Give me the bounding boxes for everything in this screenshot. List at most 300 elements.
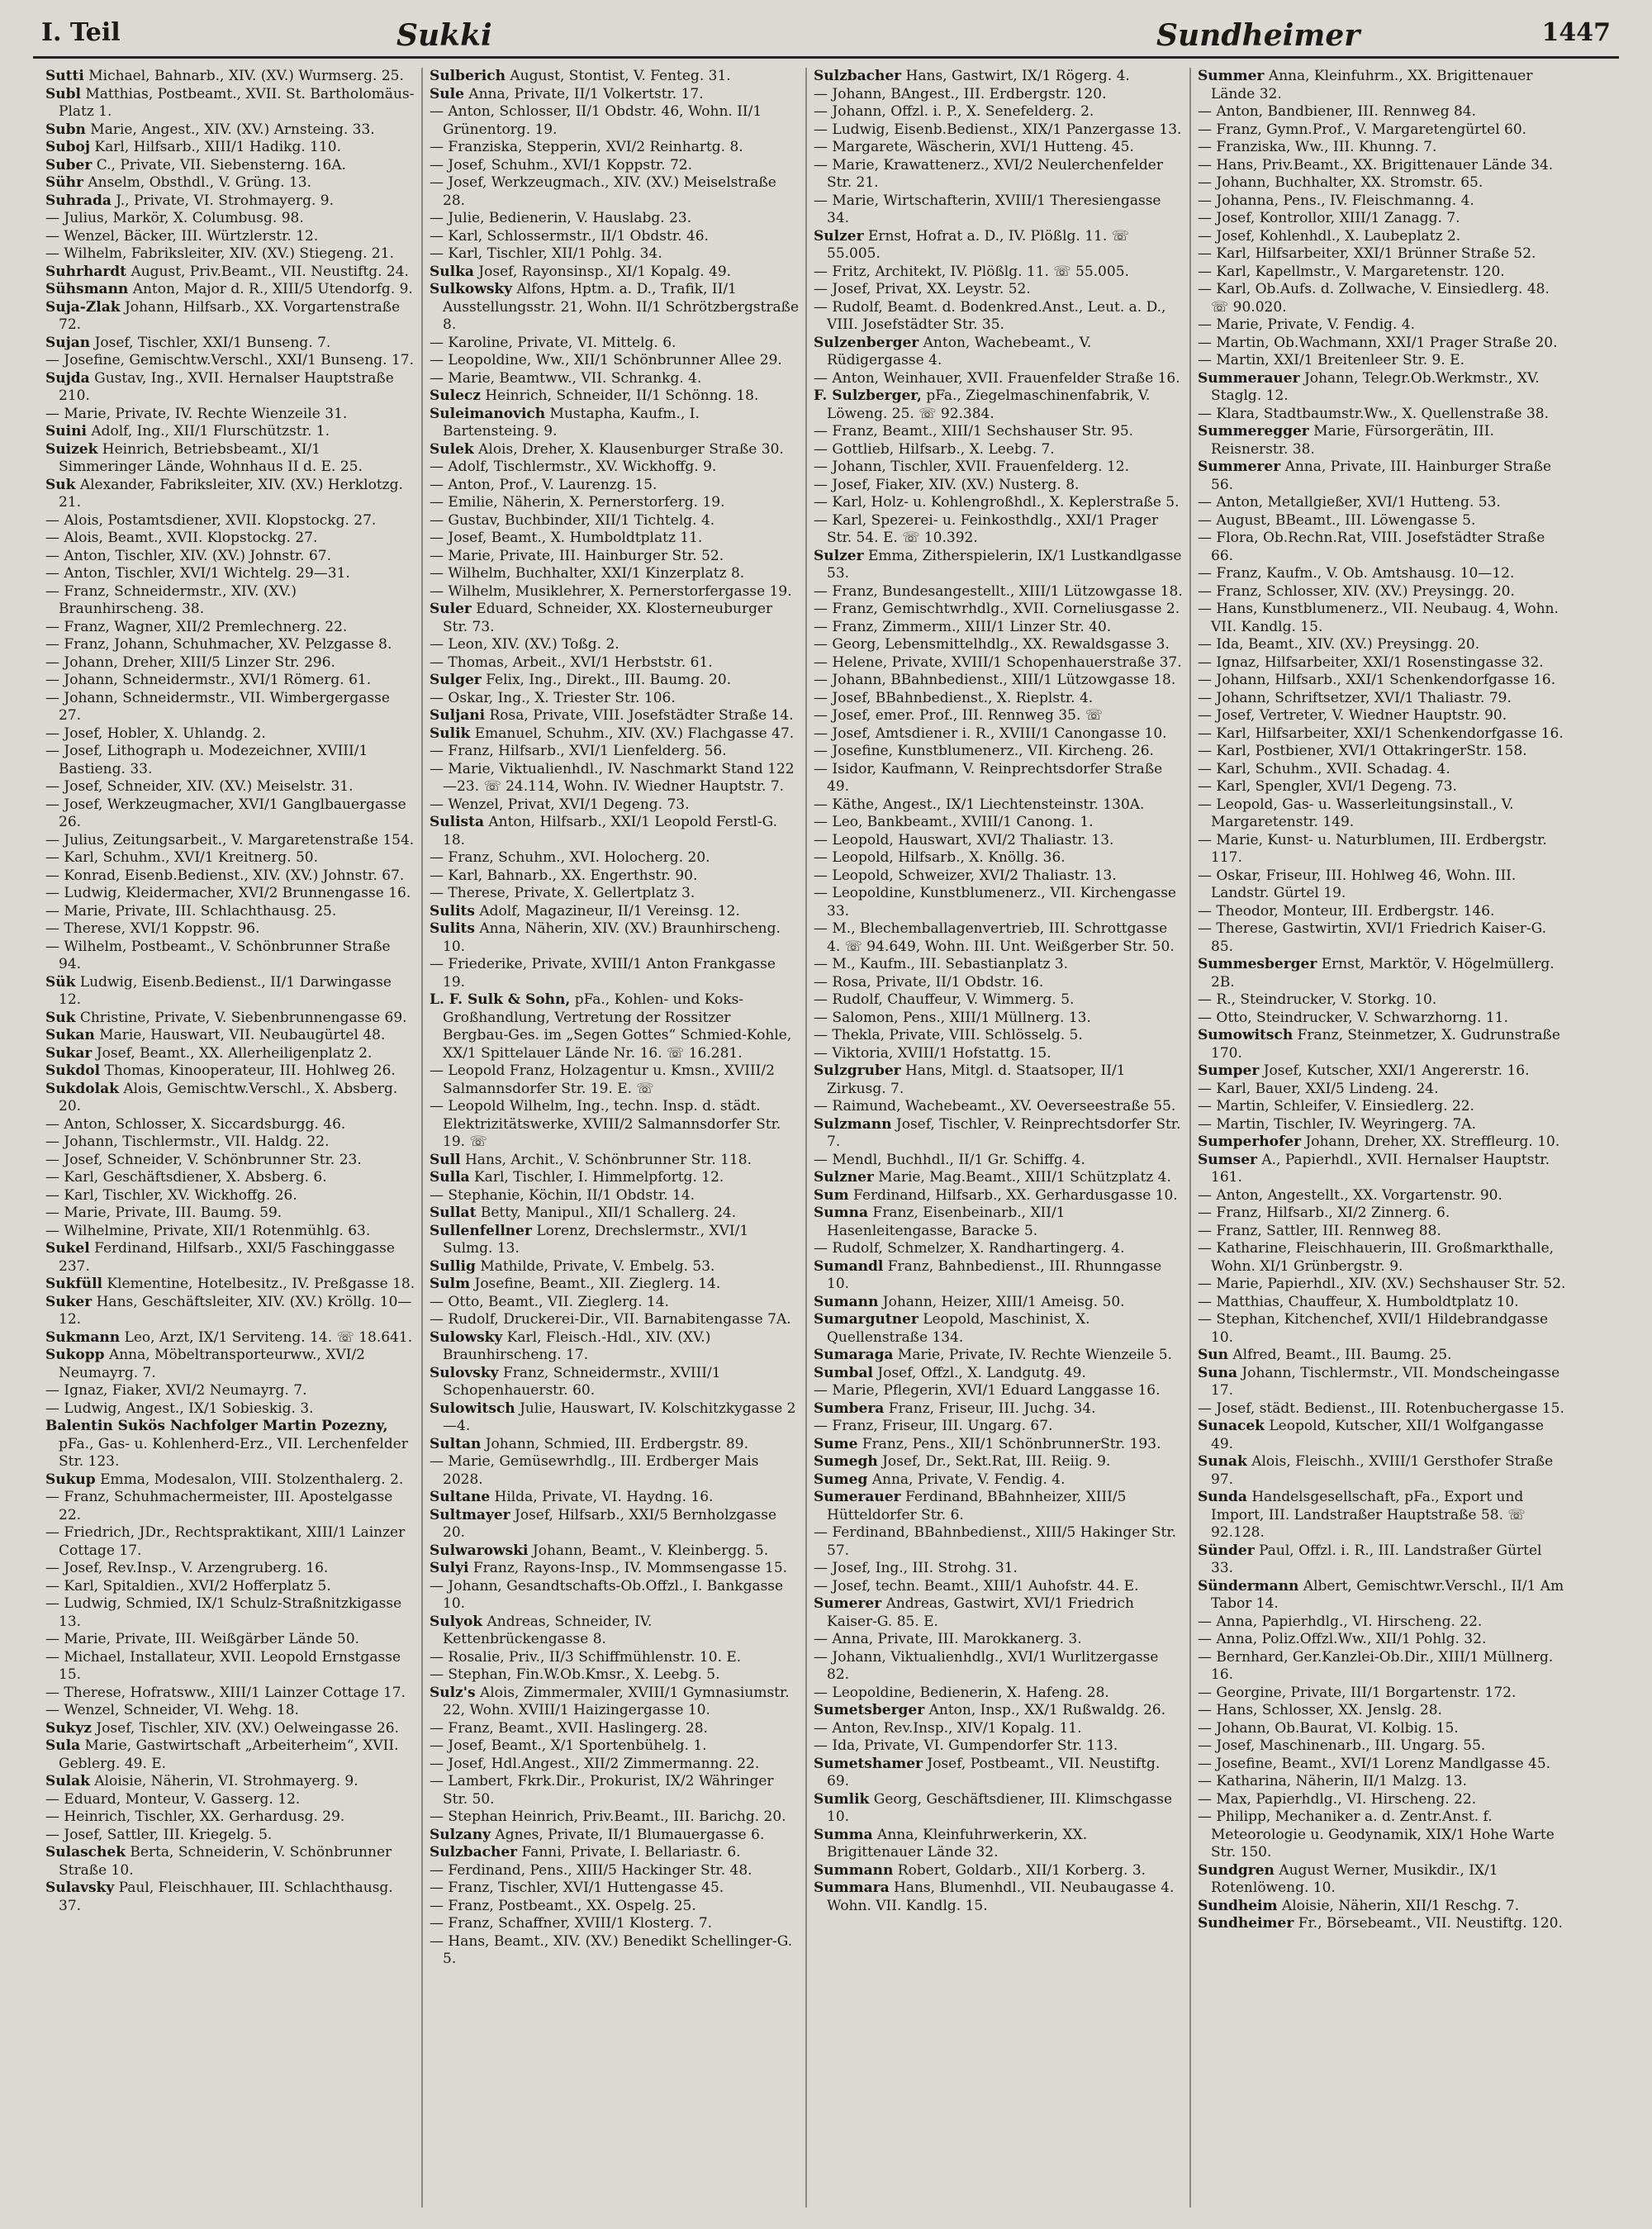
entry-details: Paul, Offzl. i. R., III. Landstraßer Gürtel 33. [1211,1542,1542,1576]
entry-details: — Martin, XXI/1 Breitenleer Str. 9. E. [1198,352,1464,368]
entry-surname: F. Sulzberger, [814,387,922,404]
entry-surname: Summesberger [1198,956,1317,972]
entry-surname: Sulits [430,920,475,937]
entry-details: Adolf, Magazineur, II/1 Vereinsg. 12. [479,902,740,920]
entry-surname: Sulaschek [45,1844,126,1861]
directory-entry [1198,316,1568,335]
entry-surname: Summerauer [1198,369,1300,387]
entry-details: — Hans, Beamt., XIV. (XV.) Benedikt Schellinger-G. 5. [430,1932,793,1967]
entry-details: — Franz, Schneidermstr., XIV. (XV.) Braunhirscheng. 38. [45,582,297,617]
entry-details: — Karl, Schlossermstr., II/1 Obdstr. 46. [430,227,709,245]
entry-details: — Marie, Wirtschafterin, XVIII/1 Theresiengasse 34. [814,192,1161,226]
entry-details: Alfred, Beamt., III. Baumg. 25. [1232,1347,1452,1363]
entry-details: — Leo, Bankbeamt., XVIII/1 Canong. 1. [814,814,1094,830]
entry-surname: Sulzenberger [814,334,919,351]
entry-details: — Katharine, Fleischhauerin, III. Großmarkthalle, Wohn. XI/1 Grünbergstr. 9. [1198,1240,1555,1275]
entry-details: — Franz, Schaffner, XVIII/1 Klosterg. 7. [430,1915,713,1932]
entry-details: — Ludwig, Schmied, IX/1 Schulz-Straßnitzkigasse 13. [45,1595,402,1630]
directory-entry [814,743,1184,761]
entry-details: Paul, Fleischhauer, III. Schlachthausg. 37. [59,1880,393,1914]
entry-details: — R., Steindrucker, V. Storkg. 10. [1198,991,1437,1008]
entry-details: — Wenzel, Bäcker, III. Würtzlerstr. 12. [45,227,319,245]
entry-details: — Oskar, Ing., X. Triester Str. 106. [430,689,676,706]
entry-surname: Sulka [430,263,474,280]
entry-details: — Anton, Angestellt., XX. Vorgartenstr. 90. [1198,1186,1502,1204]
directory-entry [45,1808,415,1827]
directory-entry [1198,1027,1568,1062]
entry-surname: Sultane [430,1489,491,1505]
entry-surname: Summann [814,1861,894,1879]
directory-entry [45,1294,415,1329]
entry-details: Josef, Hilfsarb., XXI/5 Bernholzgasse 20. [443,1506,777,1541]
directory-entry [430,814,800,849]
directory-entry [1198,1134,1568,1152]
entry-details: Emma, Zitherspielerin, IX/1 Lustkandlgasse 53. [827,547,1182,582]
entry-details: J., Private, VI. Strohmayerg. 9. [116,192,334,209]
entry-surname: Suker [45,1293,93,1310]
directory-entry [1198,1223,1568,1241]
directory-entry [45,1418,415,1471]
directory-entry [430,1880,800,1898]
directory-entry [430,370,800,388]
directory-entry [45,299,415,335]
directory-entry [814,956,1184,974]
directory-entry [814,1702,1184,1720]
directory-entry [1198,690,1568,708]
directory-entry [430,991,800,1062]
directory-entry [1198,920,1568,956]
directory-entry [814,1720,1184,1738]
entry-details: Anton, Wachebeamt., V. Rüdigergasse 4. [827,334,1092,368]
entry-details: — Franz, Hilfsarb., XI/2 Zinnerg. 6. [1198,1205,1450,1221]
entry-details: Alois, Gemischtw.Verschl., X. Absberg. 20. [59,1080,398,1114]
directory-entry [45,849,415,867]
entry-details: — Anton, Schlosser, X. Siccardsburgg. 46. [45,1115,346,1133]
directory-entry [45,1720,415,1738]
directory-entry [1198,1010,1568,1028]
directory-entry [45,583,415,619]
entry-surname: Suleimanovich [430,405,546,422]
entry-details: — Marie, Kunst- u. Naturblumen, III. Erdbergstr. 117. [1198,831,1547,866]
entry-details: — Franz, Postbeamt., XX. Ospelg. 25. [430,1897,696,1914]
directory-entry [45,423,415,441]
directory-entry [45,654,415,673]
directory-entry [430,761,800,796]
directory-entry [430,1808,800,1827]
entry-surname: Sumerer [814,1595,882,1612]
directory-entry [814,1152,1184,1170]
entry-details: — Franziska, Ww., III. Khunng. 7. [1198,139,1437,155]
directory-entry [1198,1400,1568,1419]
directory-entry [1198,778,1568,796]
entry-surname: Sukfüll [45,1276,103,1292]
entry-surname: Sulowitsch [430,1400,515,1417]
entry-surname: Sulm [430,1276,471,1292]
entry-surname: Sulwarowski [430,1542,529,1559]
entry-details: — Marie, Private, IV. Rechte Wienzeile 31. [45,405,348,422]
entry-surname: Sulits [430,902,475,920]
entry-surname: Sumerauer [814,1489,901,1505]
directory-entry [45,1685,415,1703]
directory-entry [45,867,415,886]
directory-entry [430,1737,800,1756]
entry-surname: Sumperhofer [1198,1134,1302,1150]
entry-details: Julie, Hauswart, IV. Kolschitzkygasse 2—4. [443,1400,796,1434]
directory-entry [814,1595,1184,1631]
directory-entry [1198,1062,1568,1081]
entry-details: August, Stontist, V. Fenteg. 31. [510,68,731,84]
directory-entry [430,352,800,370]
directory-entry [430,459,800,477]
entry-details: — Hans, Priv.Beamt., XX. Brigittenauer Lände 34. [1198,156,1554,173]
entry-details: Hans, Geschäftsleiter, XIV. (XV.) Kröllg. 10—12. [59,1293,412,1328]
entry-details: — Marie, Private, III. Weißgärber Lände 50. [45,1631,360,1647]
entry-details: — Martin, Schleifer, V. Einsiedlerg. 22. [1198,1098,1474,1114]
entry-details: — Helene, Private, XVIII/1 Schopenhauerstraße 37. [814,653,1182,671]
entry-details: Eduard, Schneider, XX. Klosterneuburger Str. 73. [443,601,773,635]
entry-details: Hans, Archit., V. Schönbrunner Str. 118. [464,1151,752,1168]
entry-details: — Otto, Beamt., VII. Zieglerg. 14. [430,1293,669,1310]
directory-entry [814,601,1184,619]
directory-entry [1198,423,1568,459]
entry-details: — Johann, Hilfsarb., XXI/1 Schenkendorfgasse 16. [1198,672,1556,688]
directory-entry [814,494,1184,512]
entry-details: — Anton, Tischler, XVI/1 Wichtelg. 29—31. [45,565,350,582]
entry-details: — Thekla, Private, VIII. Schlösselg. 5. [814,1027,1083,1043]
directory-entry [430,1578,800,1614]
entry-surname: Sulyok [430,1613,483,1630]
directory-entry [430,636,800,654]
entry-details: — Michael, Installateur, XVII. Leopold Ernstgasse 15. [45,1648,401,1683]
entry-surname: Sundgren [1198,1861,1275,1879]
entry-surname: Sumbal [814,1364,873,1381]
entry-details: Aloisie, Näherin, XII/1 Reschg. 7. [1281,1897,1520,1914]
directory-entry [430,548,800,566]
entry-surname: Sukopp [45,1347,105,1363]
entry-details: — Anton, Rev.Insp., XIV/1 Kopalg. 11. [814,1719,1082,1737]
entry-details: Ferdinand, Hilfsarb., XXI/5 Faschinggasse 237. [59,1240,395,1275]
entry-surname: Sulista [430,814,484,830]
directory-entry [1198,903,1568,921]
directory-entry [814,459,1184,477]
entry-details: Franz, Schneidermstr., XVIII/1 Schopenhauerstr. 60. [443,1364,721,1399]
entry-surname: Sündermann [1198,1577,1299,1595]
directory-entry [430,512,800,530]
entry-surname: Sulzer [814,227,864,245]
directory-entry [1198,121,1568,140]
entry-surname: Suboj [45,139,91,155]
directory-entry [1198,139,1568,157]
entry-details: Gustav, Ing., XVII. Hernalser Hauptstraße 210. [59,369,394,404]
directory-entry [430,228,800,246]
entry-details: Hilda, Private, VI. Haydng. 16. [494,1489,714,1505]
entry-details: Andreas, Gastwirt, XVI/1 Friedrich Kaiser-G. 85. E. [827,1595,1134,1630]
entry-surname: Sulek [430,440,474,458]
entry-surname: Suljani [430,707,486,724]
entry-details: — Viktoria, XVIII/1 Hofstattg. 15. [814,1044,1051,1062]
directory-entry [45,725,415,744]
directory-entry [45,565,415,583]
entry-details: — Isidor, Kaufmann, V. Reinprechtsdorfer Straße 49. [814,760,1163,795]
directory-entry [45,903,415,921]
entry-details: — Johann, Offzl. i. P., X. Senefelderg. 2. [814,103,1094,120]
entry-details: — Georg, Lebensmittelhdlg., XX. Rewaldsgasse 3. [814,636,1170,653]
directory-entry [814,1560,1184,1578]
directory-entry [1198,1649,1568,1685]
directory-entry [430,1400,800,1436]
directory-entry [1198,228,1568,246]
entry-details: Lorenz, Drechslermstr., XVI/1 Sulmg. 13. [443,1222,749,1257]
entry-surname: Sünder [1198,1542,1255,1559]
entry-details: Fanni, Private, I. Bellariastr. 6. [521,1844,741,1861]
directory-entry [430,68,800,86]
entry-details: — Franziska, Stepperin, XVI/2 Reinhartg. 8. [430,139,743,155]
entry-details: — Wilhelm, Buchhalter, XXI/1 Kinzerplatz 8. [430,565,745,582]
entry-details: — Josefine, Beamt., XVI/1 Lorenz Mandlgasse 45. [1198,1755,1551,1772]
directory-entry [430,1276,800,1294]
directory-entry [814,1169,1184,1187]
entry-details: — Bernhard, Ger.Kanzlei-Ob.Dir., XIII/1 Müllnerg. 16. [1198,1648,1554,1683]
directory-entry [814,867,1184,886]
directory-entry [1198,1720,1568,1738]
entry-surname: Sukel [45,1240,90,1257]
directory-entry [1198,494,1568,512]
directory-entry [45,1791,415,1809]
directory-entry [45,157,415,175]
entry-details: — Franz, Hilfsarb., XVI/1 Lienfelderg. 56. [430,743,727,759]
directory-entry [814,281,1184,299]
entry-surname: Sukup [45,1471,96,1488]
entry-details: — Josefine, Gemischtw.Verschl., XXI/1 Bunseng. 17. [45,352,415,368]
entry-details: Albert, Gemischtwr.Verschl., II/1 Am Tabor 14. [1211,1577,1564,1612]
directory-entry [45,1027,415,1045]
directory-entry [1198,1631,1568,1649]
entry-surname: Sumann [814,1293,879,1310]
entry-details: — Wilhelm, Postbeamt., V. Schönbrunner Straße 94. [45,938,391,972]
entry-details: Michael, Bahnarb., XIV. (XV.) Wurmserg. 25. [88,68,404,84]
directory-entry [45,121,415,140]
entry-details: — Rosa, Private, II/1 Obdstr. 16. [814,973,1044,991]
entry-details: — Ferdinand, Pens., XIII/5 Hackinger Str. 48. [430,1861,752,1879]
directory-entry [45,1737,415,1773]
entry-details: Matthias, Postbeamt., XVII. St. Bartholomäus-Platz 1. [59,85,415,120]
directory-entry [814,1045,1184,1063]
entry-surname: Suk [45,476,76,493]
directory-entry [1198,210,1568,228]
entry-details: — Hans, Kunstblumenerz., VII. Neubaug. 4, Wohn. VII. Kandlg. 15. [1198,601,1559,635]
entry-details: — Josef, Lithograph u. Modezeichner, XVIII/1 Bastieng. 33. [45,743,368,777]
directory-entry [814,690,1184,708]
directory-entry [45,1471,415,1490]
entry-details: Anton, Insp., XX/1 Rußwaldg. 26. [928,1702,1166,1718]
directory-entry [1198,601,1568,636]
entry-surname: Sullat [430,1205,477,1221]
entry-details: — Leopoldine, Bedienerin, X. Hafeng. 28. [814,1684,1109,1701]
entry-details: Betty, Manipul., XII/1 Schallerg. 24. [480,1205,737,1221]
directory-entry [45,743,415,778]
entry-surname: Summer [1198,68,1265,84]
entry-details: — Leopold Franz, Holzagentur u. Kmsn., XVIII/2 Salmannsdorfer Str. 19. E. ☏ [430,1062,775,1097]
directory-entry [45,885,415,903]
entry-details: Anna, Private, III. Hainburger Straße 56. [1211,459,1552,493]
entry-details: — Johann, Viktualienhdlg., XVI/1 Wurlitzergasse 82. [814,1648,1159,1683]
entry-details: — Anton, Weinhauer, XVII. Frauenfelder Straße 16. [814,369,1180,387]
entry-details: — Wenzel, Schneider, VI. Wehg. 18. [45,1702,299,1718]
entry-details: Johann, Beamt., V. Kleinbergg. 5. [532,1542,769,1559]
directory-entry [45,1152,415,1170]
column-divider [421,68,423,2208]
entry-surname: Sulovsky [430,1364,499,1381]
entry-details: — Josef, Kontrollor, XIII/1 Zanagg. 7. [1198,210,1460,226]
entry-surname: Sumegh [814,1453,878,1470]
entry-details: Alfons, Hptm. a. D., Trafik, II/1 Ausstellungsstr. 21, Wohn. II/1 Schrötzbergstraße 8. [443,281,800,333]
entry-details: — Georgine, Private, III/1 Borgartenstr. 172. [1198,1684,1517,1701]
directory-entry [1198,1294,1568,1312]
entry-details: — Ida, Beamt., XIV. (XV.) Preysingg. 20. [1198,636,1480,653]
entry-details: — Margarete, Wäscherin, XVI/1 Hutteng. 45. [814,139,1134,155]
entry-details: Andreas, Schneider, IV. Kettenbrückengasse 8. [443,1613,653,1647]
directory-entry [814,1098,1184,1116]
entry-details: Karl, Tischler, I. Himmelpfortg. 12. [473,1169,724,1186]
directory-entry [430,477,800,495]
directory-entry [814,139,1184,157]
entry-details: Alexander, Fabriksleiter, XIV. (XV.) Herklotzg. 21. [59,476,403,511]
entry-details: — Therese, Hofratsww., XIII/1 Lainzer Cottage 17. [45,1684,406,1701]
directory-entry [1198,459,1568,494]
directory-entry [45,1010,415,1028]
entry-details: Johann, Hilfsarb., XX. Vorgartenstraße 72. [59,298,401,333]
entry-surname: Suler [430,601,472,617]
directory-entry [814,725,1184,744]
directory-entry [45,1773,415,1791]
entry-details: — Rudolf, Schmelzer, X. Randhartingerg. 4. [814,1240,1125,1257]
directory-column-3 [814,68,1184,2208]
entry-details: Emma, Modesalon, VIII. Stolzenthalerg. 2. [100,1471,404,1488]
directory-entry [814,387,1184,423]
directory-entry [45,1116,415,1134]
directory-entry [45,192,415,211]
entry-details: — Josef, Maschinenarb., III. Ungarg. 55. [1198,1737,1486,1754]
directory-entry [814,1062,1184,1098]
directory-entry [430,583,800,601]
directory-entry [45,619,415,637]
entry-surname: Sulberich [430,68,506,84]
entry-details: — Karl, Geschäftsdiener, X. Absberg. 6. [45,1169,327,1186]
entry-details: — Johann, Gesandtschafts-Ob.Offzl., I. Bankgasse 10. [430,1577,784,1612]
directory-entry [814,86,1184,104]
entry-details: — Rosalie, Priv., II/3 Schiffmühlenstr. 10. E. [430,1648,742,1666]
directory-entry [45,1187,415,1205]
entry-surname: Suhrada [45,192,112,209]
entry-surname: Sum [814,1186,849,1204]
directory-entry [430,1152,800,1170]
entry-details: — Josef, Rev.Insp., V. Arzengruberg. 16. [45,1560,329,1576]
entry-details: Josef, Kutscher, XXI/1 Angererstr. 16. [1263,1062,1530,1079]
entry-surname: Sumper [1198,1062,1260,1079]
entry-details: — Franz, Johann, Schuhmacher, XV. Pelzgasse 8. [45,636,392,653]
directory-entry [814,1010,1184,1028]
entry-details: Anton, Hilfsarb., XXI/1 Leopold Ferstl-G. 18. [443,814,777,848]
directory-entry [430,1311,800,1329]
directory-entry [430,601,800,636]
directory-entry [45,1489,415,1524]
directory-entry [814,192,1184,228]
entry-details: — Wenzel, Privat, XVI/1 Degeng. 73. [430,796,690,813]
directory-entry [430,1933,800,1969]
entry-surname: Sultmayer [430,1506,510,1523]
entry-details: Josef, Tischler, XIV. (XV.) Oelweingasse 26. [96,1719,400,1737]
directory-entry [814,885,1184,920]
entry-details: Josef, Dr., Sekt.Rat, III. Reiig. 9. [882,1453,1111,1470]
directory-entry [814,636,1184,654]
directory-entry [45,1400,415,1419]
directory-entry [814,1258,1184,1294]
entry-surname: Sundheimer [1198,1915,1294,1932]
directory-entry [814,477,1184,495]
entry-details: — Karl, Spitaldien., XVI/2 Hofferplatz 5. [45,1577,331,1595]
directory-entry [430,1844,800,1862]
entry-details: — Johanna, Pens., IV. Fleischmanng. 4. [1198,192,1474,209]
directory-entry [430,1098,800,1152]
entry-details: Marie, Angest., XIV. (XV.) Arnsteing. 33. [90,121,375,138]
directory-entry [1198,636,1568,654]
directory-entry [45,1223,415,1241]
entry-details: Franz, Bahnbedienst., III. Rhunngasse 10. [827,1257,1162,1292]
entry-surname: Suber [45,156,93,173]
directory-entry [430,707,800,725]
directory-entry [814,1347,1184,1365]
entry-details: — Franz, Schlosser, XIV. (XV.) Preysingg. 20. [1198,582,1515,600]
directory-entry [430,1489,800,1507]
entry-surname: Sulyi [430,1560,469,1576]
entry-surname: Sulik [430,725,471,742]
directory-entry [1198,1365,1568,1400]
entry-surname: Sutti [45,68,84,84]
directory-entry [814,672,1184,690]
entry-details: — Wilhelm, Musiklehrer, X. Pernerstorfergasse 19. [430,582,792,600]
entry-details: — Josef, Schuhm., XVI/1 Koppstr. 72. [430,156,693,173]
directory-entry [1198,1240,1568,1276]
entry-details: — Lambert, Fkrk.Dir., Prokurist, IX/2 Währinger Str. 50. [430,1773,774,1808]
entry-details: — Josef, techn. Beamt., XIII/1 Auhofstr. 44. E. [814,1577,1139,1595]
directory-entry [1198,530,1568,565]
entry-details: Anna, Möbeltransporteurww., XVI/2 Neumayrg. 7. [59,1347,365,1381]
entry-details: — Franz, Schuhmachermeister, III. Apostelgasse 22. [45,1489,393,1523]
directory-entry [1198,1453,1568,1489]
directory-entry [430,654,800,673]
directory-entry [45,1524,415,1560]
entry-surname: Sumbera [814,1400,885,1417]
entry-details: Alois, Dreher, X. Klausenburger Straße 30. [478,440,784,458]
entry-surname: Suizek [45,440,98,458]
entry-surname: Summeregger [1198,423,1309,440]
last-entry-guide: Sundheimer [1156,18,1360,53]
entry-details: Marie, Mag.Beamt., XIII/1 Schützplatz 4. [878,1169,1171,1186]
directory-entry [1198,1808,1568,1862]
directory-entry [1198,370,1568,406]
entry-surname: Sulzbacher [430,1844,518,1861]
directory-entry [430,690,800,708]
directory-entry [45,174,415,192]
entry-surname: Sulzner [814,1169,874,1186]
directory-entry [45,1205,415,1223]
directory-entry [45,548,415,566]
directory-entry [1198,264,1568,282]
entry-details: — Franz, Zimmerm., XIII/1 Linzer Str. 40. [814,618,1112,635]
entry-details: Ferdinand, Hilfsarb., XX. Gerhardusgasse 10. [853,1186,1178,1204]
entry-surname: Sulzer [814,547,864,564]
entry-details: — Anton, Bandbiener, III. Rennweg 84. [1198,103,1477,120]
